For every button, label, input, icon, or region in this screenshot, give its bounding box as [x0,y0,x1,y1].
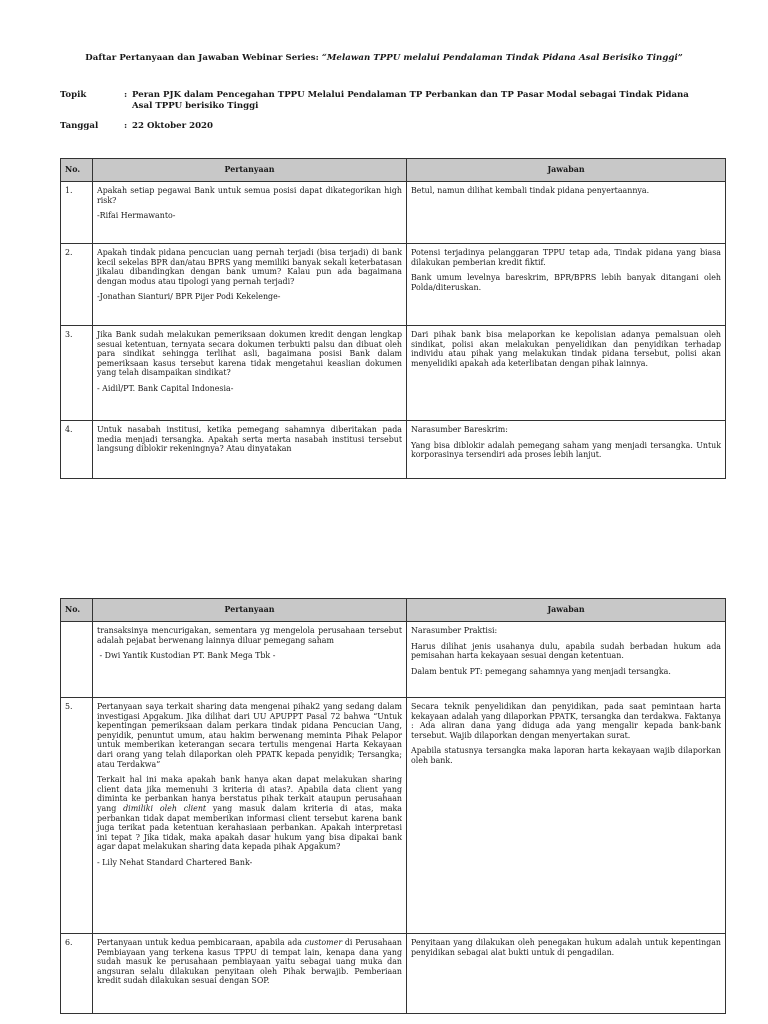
answer-text: Secara teknik penyelidikan dan penyidikan, pada saat pemintaan harta kekayaan adalah yang dilaporkan PPATK, tersangka dan terdakwa. Faktanya : Ada aliran dana yang diduga ada yang mengalir kepada bank-bank tersebut. Wajib dilaporkan dengan menyertakan surat. [411,702,721,740]
question-cell [93,244,407,326]
question-cell [93,182,407,244]
tanggal-value: 22 Oktober 2020 [132,121,214,131]
qa-table-page-1 [60,158,726,479]
answer-text: Penyitaan yang dilakukan oleh penegakan hukum adalah untuk kepentingan penyidikan sebagai alat bukti untuk di pengadilan. [411,938,721,957]
answer-cell [407,182,726,244]
asker-name: -Jonathan Sianturi/ BPR Pijer Podi Kekelenge- [97,292,281,302]
tanggal-label: Tanggal [60,121,99,131]
table-header-row [61,599,726,622]
answer-text: Dalam bentuk PT: pemegang sahamnya yang menjadi tersangka. [411,666,671,676]
table-row [61,326,726,421]
question-cell [93,326,407,421]
header-no: No. [61,159,93,182]
table-row [61,182,726,244]
row-number: 1. [61,182,93,244]
header-jawaban: Jawaban [407,599,726,622]
question-cell [93,421,407,479]
answer-text: Apabila statusnya tersangka maka laporan harta kekayaan wajib dilaporkan oleh bank. [411,746,721,765]
question-text: Untuk nasabah institusi, ketika pemegang sahamnya diberitakan pada media menjadi tersangka. Apakah serta merta nasabah institusi tersebut langsung diblokir rekeningnya? Atau dinyatakan [97,425,402,454]
answer-text: Harus dilihat jenis usahanya dulu, apabila sudah berbadan hukum ada pemisahan harta kekayaan sesuai dengan ketentuan. [411,641,721,661]
table-row [61,698,726,934]
answer-text: Dari pihak bank bisa melaporkan ke kepolisian adanya pemalsuan oleh sindikat, polisi akan melakukan penyelidikan dan penyidikan terhadap individu atau pihak yang melakukan tindak pidana tersebut, polisi akan menyelidiki apakah ada keterlibatan dengan pihak lainnya. [411,330,721,368]
answer-cell [407,934,726,1014]
answer-cell [407,622,726,698]
row-number: 2. [61,244,93,326]
question-cell [93,934,407,1014]
row-number: 3. [61,326,93,421]
table-row [61,622,726,698]
header-pertanyaan: Pertanyaan [93,599,407,622]
asker-name: -Rifai Hermawanto- [97,211,176,221]
table-row [61,421,726,479]
answer-text: Narasumber Bareskrim: [411,425,508,434]
row-number: 6. [61,934,93,1014]
page-gap [0,502,768,598]
answer-cell [407,421,726,479]
row-number [61,622,93,698]
document-title-prefix: Daftar Pertanyaan dan Jawaban Webinar Series: [85,53,322,63]
question-text: Terkait hal ini maka apakah bank hanya akan dapat melakukan sharing client data jika memenuhi 3 kriteria di atas?. Apabila data client yang diminta ke perbankan hanya berstatus pihak terkait ataupun perusahaan yang dimiliki oleh client yang masuk dalam kriteria di atas, maka perbankan tidak dapat memberikan informasi client tersebut karena bank juga terikat pada ketentuan kerahasiaan perbankan. Apakah interpretasi ini tepat ? Jika tidak, maka apakah dasar hukum yang bisa dipakai bank agar dapat melakukan sharing data kepada pihak Apgakum? [97,775,402,852]
answer-text: Narasumber Praktisi: [411,626,498,635]
asker-name: - Aidil/PT. Bank Capital Indonesia- [97,383,234,393]
row-number: 4. [61,421,93,479]
document-title-quote: “Melawan TPPU melalui Pendalaman Tindak Pidana Asal Berisiko Tinggi” [321,53,683,63]
answer-text: Betul, namun dilihat kembali tindak pidana penyertaannya. [411,186,650,195]
topik-label: Topik [60,90,87,100]
table-header-row [61,159,726,182]
question-text: Apakah tindak pidana pencucian uang pernah terjadi (bisa terjadi) di bank kecil sekelas BPR dan/atau BPRS yang memiliki banyak sekali keterbatasan jikalau dibandingkan dengan bank umum? Kalau pun ada bagaimana dengan modus atau tipologi yang pernah terjadi? [97,248,402,286]
answer-cell [407,698,726,934]
document-page-2 [0,598,768,1024]
table-row [61,934,726,1014]
asker-name: - Dwi Yantik Kustodian PT. Bank Mega Tbk - [97,651,276,661]
tanggal-colon: : [124,121,128,131]
answer-text: Bank umum levelnya bareskrim, BPR/BPRS lebih banyak ditangani oleh Polda/diteruskan. [411,273,721,292]
question-text: Pertanyaan untuk kedua pembicaraan, apabila ada customer di Perusahaan Pembiayaan yang terkena kasus TPPU di tempat lain, kenapa dana yang sudah masuk ke perusahaan pembiayaan yaitu sebagai uang muka dan angsuran selalu dilakukan penyitaan oleh Pihak berwajib. Pemberiaan kredit sudah dilakukan sesuai dengan SOP. [97,938,402,986]
question-text: transaksinya mencurigakan, sementara yg mengelola perusahaan tersebut adalah pejabat berwenang lainnya diluar pemegang saham [97,626,402,645]
header-no: No. [61,599,93,622]
qa-table-body-page-1 [61,182,726,479]
answer-text: Yang bisa diblokir adalah pemegang saham yang menjadi tersangka. Untuk korporasinya tersendiri ada proses lebih lanjut. [411,440,721,460]
answer-cell [407,326,726,421]
qa-table-page-2 [60,598,726,1014]
question-text: Jika Bank sudah melakukan pemeriksaan dokumen kredit dengan lengkap sesuai ketentuan, ternyata secara dokumen terbukti palsu dan dibuat oleh para sindikat sehingga terlihat asli, bagaimana posisi Bank dalam pemeriksaan kasus tersebut karena tidak mengetahui keaslian dokumen yang telah disampaikan sindikat? [97,330,402,378]
header-jawaban: Jawaban [407,159,726,182]
asker-name: - Lily Nehat Standard Chartered Bank- [97,857,253,867]
header-pertanyaan: Pertanyaan [93,159,407,182]
question-cell [93,698,407,934]
document-page-1 [0,0,768,502]
row-number: 5. [61,698,93,934]
question-cell [93,622,407,698]
document-title [0,53,768,63]
qa-table-body-page-2 [61,622,726,1014]
answer-text: Potensi terjadinya pelanggaran TPPU tetap ada, Tindak pidana yang biasa dilakukan pemberian kredit fiktif. [411,248,721,267]
answer-cell [407,244,726,326]
question-text: Pertanyaan saya terkait sharing data mengenai pihak2 yang sedang dalam investigasi Apgakum. Jika dilihat dari UU APUPPT Pasal 72 bahwa “Untuk kepentingan pemeriksaan dalam perkara tindak pidana Pencucian Uang, penyidik, penuntut umum, atau hakim berwenang meminta Pihak Pelapor untuk memberikan keterangan secara tertulis mengenai Harta Kekayaan dari orang yang telah dilaporkan oleh PPATK kepada penyidik; Tersangka; atau Terdakwa” [97,702,402,769]
table-row [61,244,726,326]
topik-value: Peran PJK dalam Pencegahan TPPU Melalui Pendalaman TP Perbankan dan TP Pasar Modal sebagai Tindak Pidana Asal TPPU berisiko Tinggi [132,90,689,111]
question-text: Apakah setiap pegawai Bank untuk semua posisi dapat dikategorikan high risk? [97,186,402,205]
topik-colon: : [124,90,128,100]
